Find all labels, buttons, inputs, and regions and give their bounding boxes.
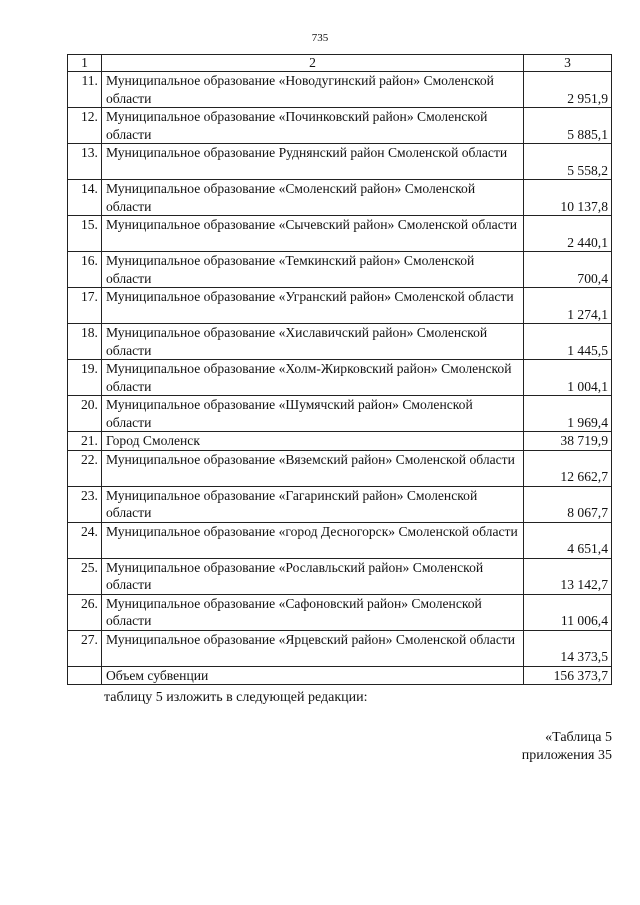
table-row: [68, 594, 612, 630]
row-municipality-name: Муниципальное образование «Угранский район» Смоленской области: [101, 288, 523, 324]
row-subsidy-value: 10 137,8: [524, 180, 612, 216]
row-subsidy-value: 14 373,5: [524, 630, 612, 666]
total-number: [68, 666, 102, 685]
row-subsidy-value: 1 969,4: [524, 396, 612, 432]
row-municipality-name: Муниципальное образование «Новодугинский район» Смоленской области: [101, 72, 523, 108]
row-municipality-name: Муниципальное образование «Темкинский район» Смоленской области: [101, 252, 523, 288]
row-subsidy-value: 12 662,7: [524, 450, 612, 486]
table-row: [68, 144, 612, 180]
row-subsidy-value: 2 951,9: [524, 72, 612, 108]
table-row: [68, 432, 612, 451]
row-number: 21.: [68, 432, 102, 451]
total-label: Объем субвенции: [101, 666, 523, 685]
row-subsidy-value: 1 274,1: [524, 288, 612, 324]
row-number: 13.: [68, 144, 102, 180]
subsidy-table: [67, 54, 612, 685]
row-subsidy-value: 1 445,5: [524, 324, 612, 360]
row-subsidy-value: 38 719,9: [524, 432, 612, 451]
table-row: [68, 522, 612, 558]
row-subsidy-value: 11 006,4: [524, 594, 612, 630]
row-number: 24.: [68, 522, 102, 558]
table-row: [68, 252, 612, 288]
table-total-row: [68, 666, 612, 685]
row-subsidy-value: 4 651,4: [524, 522, 612, 558]
table-row: [68, 72, 612, 108]
instruction-text: таблицу 5 изложить в следующей редакции:: [104, 690, 368, 705]
row-number: 15.: [68, 216, 102, 252]
row-municipality-name: Муниципальное образование «Ярцевский район» Смоленской области: [101, 630, 523, 666]
row-number: 14.: [68, 180, 102, 216]
row-number: 17.: [68, 288, 102, 324]
table-row: [68, 396, 612, 432]
table-caption-title: «Таблица 5: [545, 730, 612, 745]
row-subsidy-value: 1 004,1: [524, 360, 612, 396]
table-caption-appendix: приложения 35: [521, 748, 612, 763]
column-header-2: 2: [101, 55, 523, 72]
row-municipality-name: Муниципальное образование «Рославльский район» Смоленской области: [101, 558, 523, 594]
row-number: 19.: [68, 360, 102, 396]
table-row: [68, 180, 612, 216]
row-number: 26.: [68, 594, 102, 630]
row-municipality-name: Муниципальное образование «Гагаринский район» Смоленской области: [101, 486, 523, 522]
row-municipality-name: Муниципальное образование Руднянский район Смоленской области: [101, 144, 523, 180]
row-number: 25.: [68, 558, 102, 594]
row-number: 20.: [68, 396, 102, 432]
row-municipality-name: Муниципальное образование «Холм-Жирковский район» Смоленской области: [101, 360, 523, 396]
row-municipality-name: Муниципальное образование «Смоленский район» Смоленской области: [101, 180, 523, 216]
table-row: [68, 630, 612, 666]
row-subsidy-value: 13 142,7: [524, 558, 612, 594]
page-number: 735: [311, 32, 329, 44]
total-value: 156 373,7: [524, 666, 612, 685]
row-subsidy-value: 2 440,1: [524, 216, 612, 252]
row-number: 11.: [68, 72, 102, 108]
row-subsidy-value: 5 558,2: [524, 144, 612, 180]
row-number: 23.: [68, 486, 102, 522]
row-municipality-name: Муниципальное образование «Сафоновский район» Смоленской области: [101, 594, 523, 630]
row-number: 16.: [68, 252, 102, 288]
row-municipality-name: Муниципальное образование «город Десногорск» Смоленской области: [101, 522, 523, 558]
row-number: 22.: [68, 450, 102, 486]
column-header-3: 3: [524, 55, 612, 72]
table-row: [68, 486, 612, 522]
table-row: [68, 216, 612, 252]
row-municipality-name: Муниципальное образование «Вяземский район» Смоленской области: [101, 450, 523, 486]
table-row: [68, 288, 612, 324]
column-header-1: 1: [68, 55, 102, 72]
table-row: [68, 558, 612, 594]
row-number: 18.: [68, 324, 102, 360]
row-municipality-name: Муниципальное образование «Сычевский район» Смоленской области: [101, 216, 523, 252]
row-municipality-name: Муниципальное образование «Хиславичский район» Смоленской области: [101, 324, 523, 360]
table-row: [68, 324, 612, 360]
table-header-row: [68, 55, 612, 72]
row-subsidy-value: 5 885,1: [524, 108, 612, 144]
row-subsidy-value: 700,4: [524, 252, 612, 288]
table-row: [68, 360, 612, 396]
row-municipality-name: Муниципальное образование «Шумячский район» Смоленской области: [101, 396, 523, 432]
row-number: 27.: [68, 630, 102, 666]
row-municipality-name: Муниципальное образование «Починковский район» Смоленской области: [101, 108, 523, 144]
row-municipality-name: Город Смоленск: [101, 432, 523, 451]
table-row: [68, 450, 612, 486]
row-subsidy-value: 8 067,7: [524, 486, 612, 522]
table-row: [68, 108, 612, 144]
row-number: 12.: [68, 108, 102, 144]
